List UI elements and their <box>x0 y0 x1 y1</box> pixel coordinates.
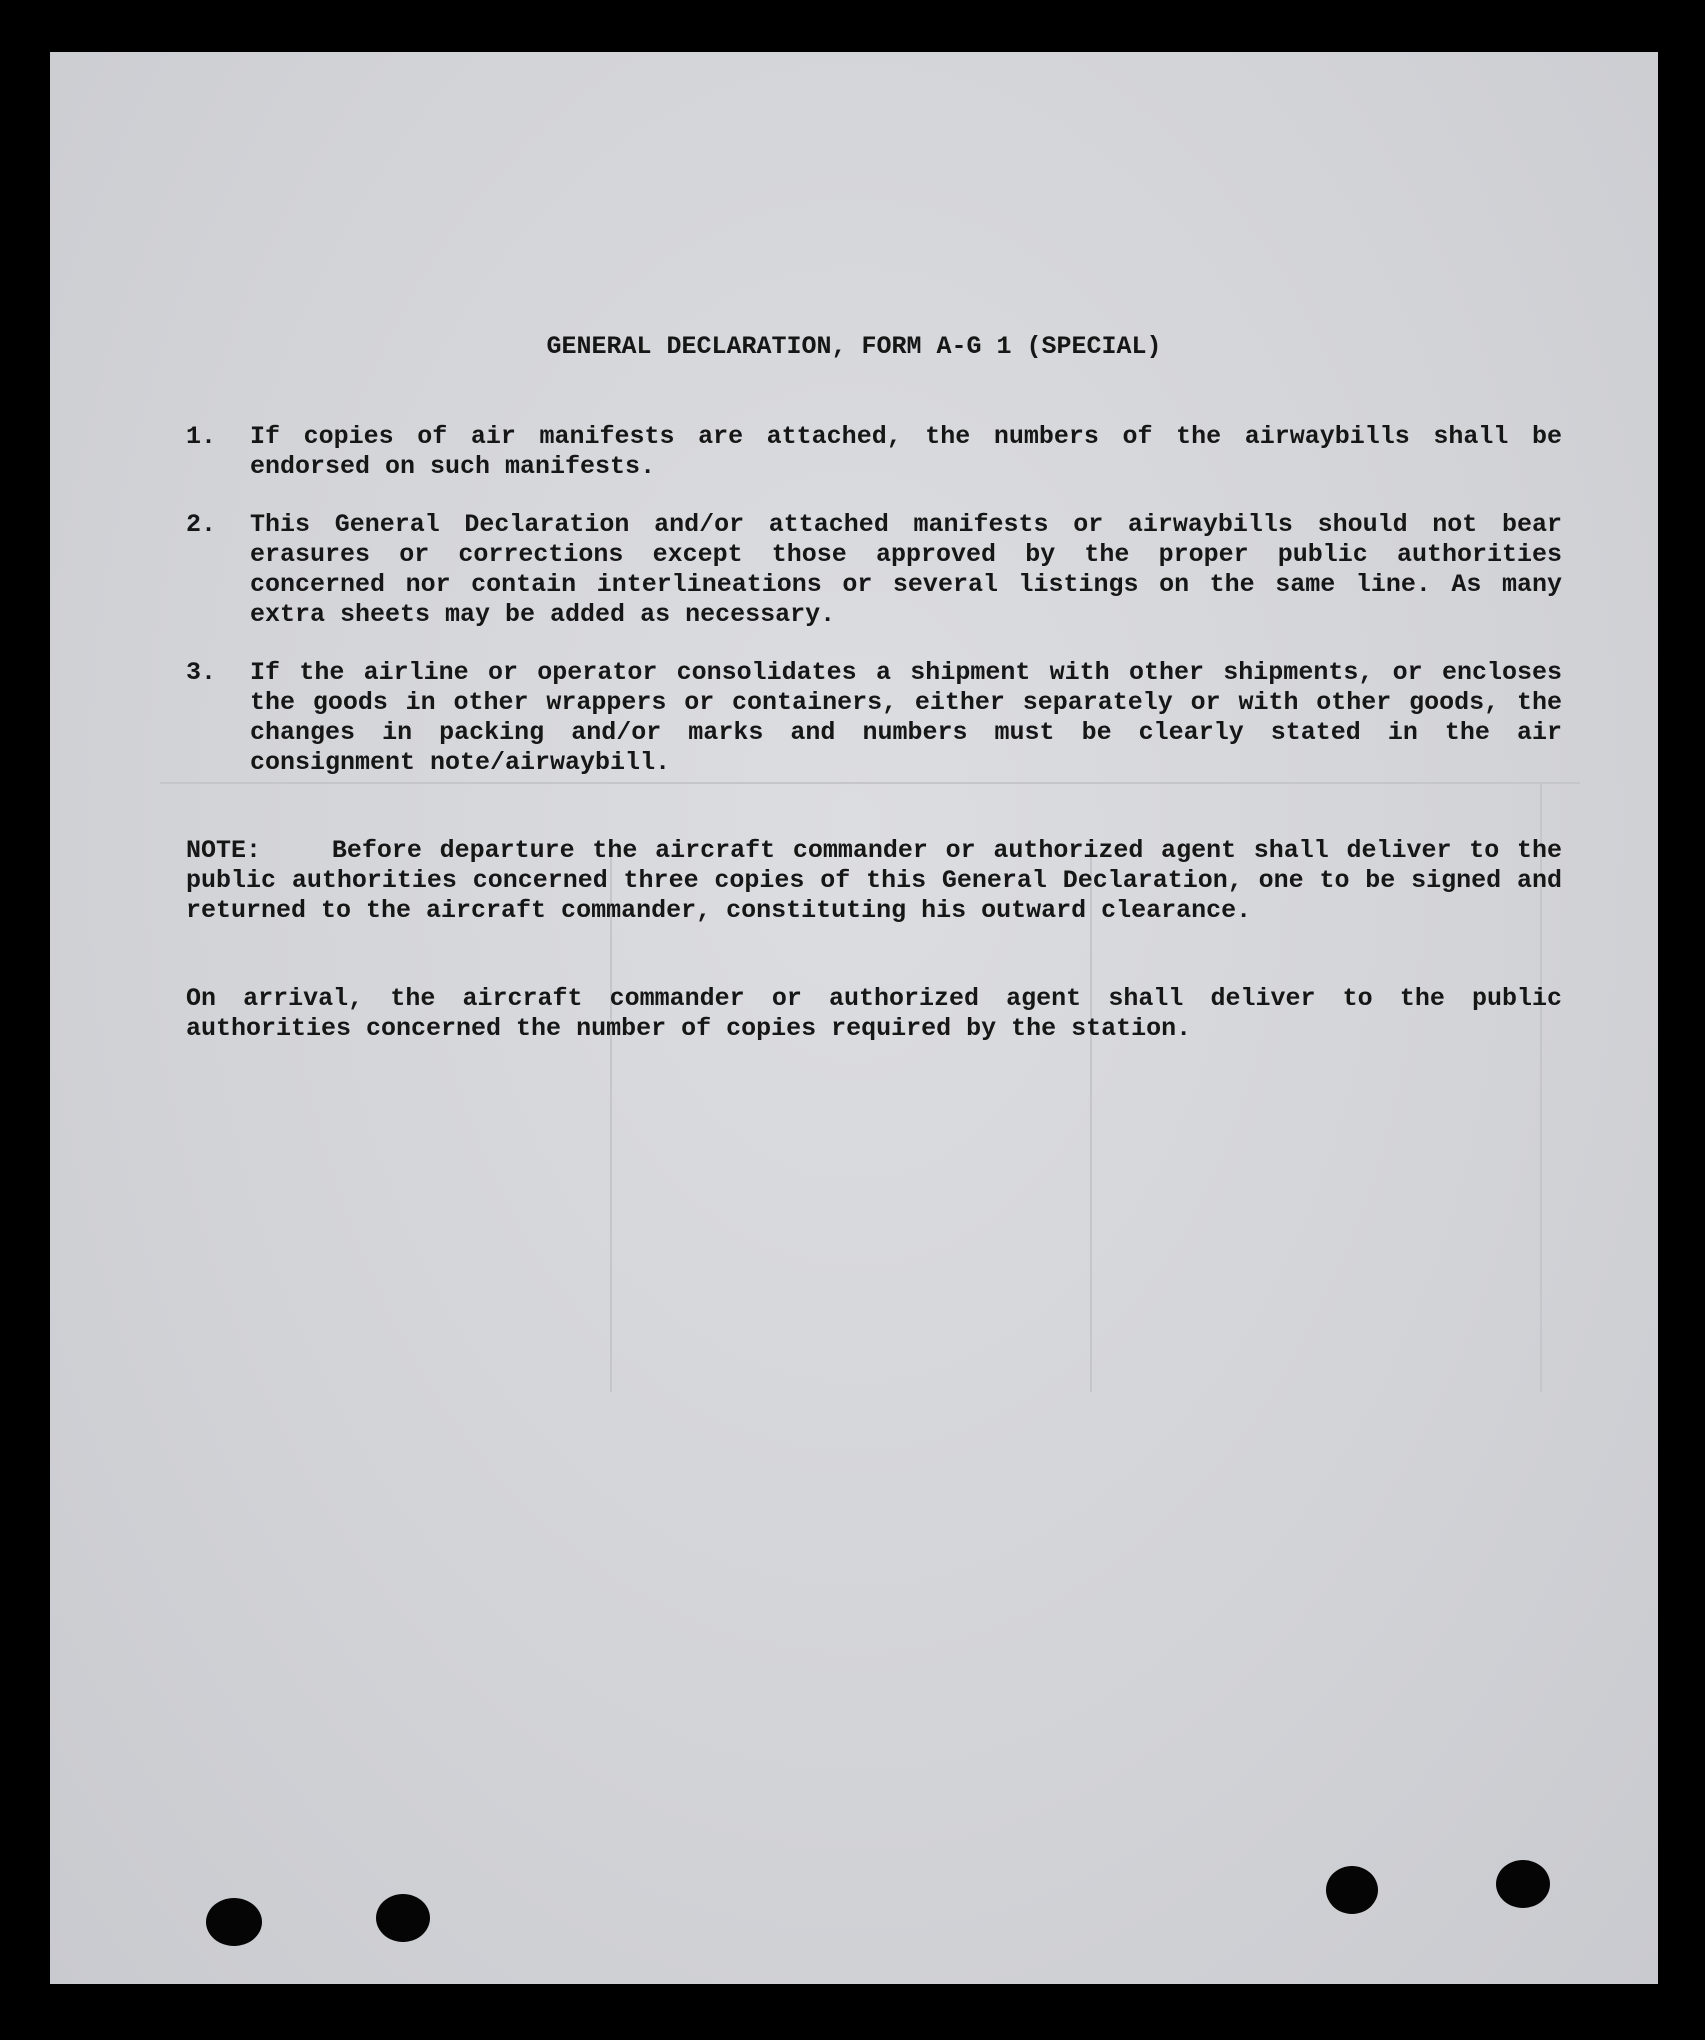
item-text: If copies of air manifests are attached, the numbers of the airwaybills shall be endorsed on such manifests. <box>250 422 1562 481</box>
bleed-through-line <box>610 852 612 1392</box>
item-number: 2. <box>186 510 217 539</box>
instruction-item-1 <box>186 422 1562 482</box>
bleed-through-line <box>160 782 1580 784</box>
arrival-note: On arrival, the aircraft commander or authorized agent shall deliver to the public authorities concerned the number of copies required by the station. <box>186 984 1562 1043</box>
paper-sheet <box>50 52 1658 1984</box>
item-text: This General Declaration and/or attached manifests or airwaybills should not bear erasures or corrections except those approved by the proper public authorities concerned nor contain interlineations or several listings on the same line. As many extra sheets may be added as necessary. <box>250 510 1562 629</box>
bleed-through-line <box>1090 852 1092 1392</box>
punch-hole <box>376 1894 430 1942</box>
item-text: If the airline or operator consolidates a shipment with other shipments, or encloses the goods in other wrappers or containers, either separately or with other goods, the changes in packing and/or marks and numbers must be clearly stated in the air consignment note/airwaybill. <box>250 658 1562 777</box>
punch-hole <box>1496 1860 1550 1908</box>
item-number: 3. <box>186 658 217 687</box>
instruction-item-3 <box>186 658 1562 778</box>
instruction-item-2 <box>186 510 1562 630</box>
document-title: GENERAL DECLARATION, FORM A-G 1 (SPECIAL) <box>546 332 1162 361</box>
departure-note: NOTE: Before departure the aircraft commander or authorized agent shall deliver to the public authorities concerned three copies of this General Declaration, one to be signed and returned to the aircraft commander, constituting his outward clearance. <box>186 836 1578 925</box>
item-number: 1. <box>186 422 217 451</box>
punch-hole <box>206 1898 262 1946</box>
punch-hole <box>1326 1866 1378 1914</box>
